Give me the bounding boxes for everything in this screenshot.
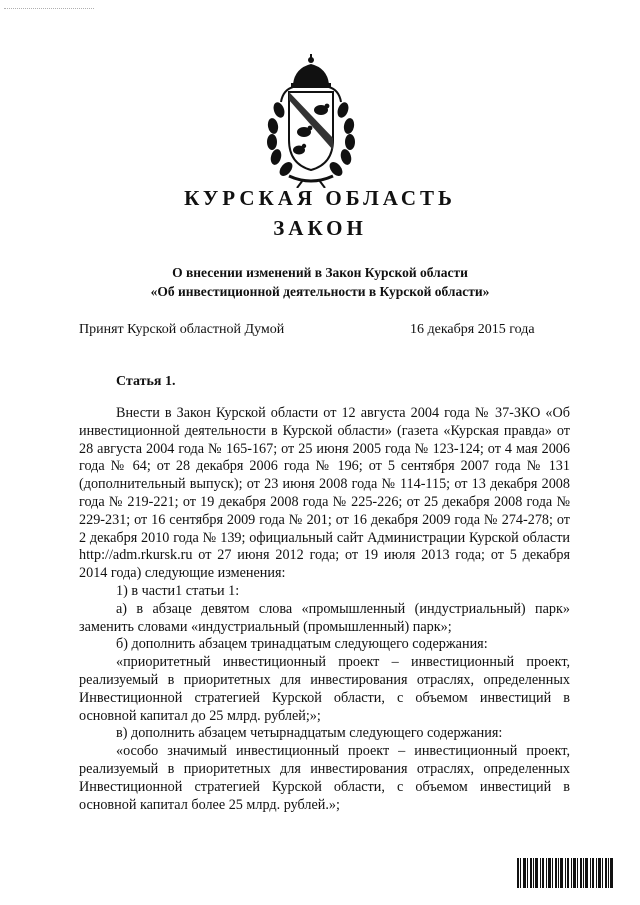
article-paragraph: в) дополнить абзацем четырнадцатым следующего содержания:: [116, 725, 503, 742]
adopted-by: Принят Курской областной Думой: [79, 322, 285, 337]
law-title-line: «Об инвестиционной деятельности в Курской области»: [150, 284, 490, 299]
article-paragraph: «особо значимый инвестиционный проект – инвестиционный проект, реализуемый в приоритетных для инвестирования отраслях, определенных Инвестиционной стратегией Курской области, с объемом инвестиций в основной капитал более 25 млрд. рублей.»;: [79, 743, 570, 813]
scan-artifact-dots: [4, 8, 94, 11]
adoption-date: 16 декабря 2015 года: [410, 322, 535, 337]
barcode-icon: [517, 858, 613, 888]
article-heading: Статья 1.: [116, 374, 176, 389]
article-paragraph: 1) в части1 статьи 1:: [116, 582, 240, 599]
article-paragraph: Внести в Закон Курской области от 12 августа 2004 года № 37-ЗКО «Об инвестиционной деятельности в Курской области» (газета «Курская правда» от 28 августа 2004 года № 165-167; от 25 июня 2005 года № 123-124; от 4 мая 2006 года № 64; от 28 декабря 2006 года № 196; от 5 сентября 2007 года № 131 (дополнительный выпуск); от 23 июня 2008 года № 114-115; от 13 декабря 2008 года № 219-221; от 19 декабря 2008 года № 225-226; от 25 декабря 2008 года № 229-231; от 16 сентября 2009 года № 201; от 16 декабря 2009 года № 274-278; от 2 декабря 2010 года № 139; официальный сайт Администрации Курской области http://adm.rkursk.ru от 27 июня 2012 года; от 19 июля 2013 года; от 5 декабря 2014 года) следующие изменения:: [79, 405, 570, 582]
kursk-coat-of-arms-icon: [259, 54, 363, 188]
law-title: [0, 263, 640, 301]
document-type-heading: ЗАКОН: [273, 216, 367, 240]
law-title-line: О внесении изменений в Закон Курской области: [172, 265, 468, 280]
article-paragraph: б) дополнить абзацем тринадцатым следующего содержания:: [116, 636, 488, 653]
region-heading: КУРСКАЯ ОБЛАСТЬ: [184, 186, 456, 210]
article-paragraph: «приоритетный инвестиционный проект – инвестиционный проект, реализуемый в приоритетных для инвестирования отраслях, определенных Инвестиционной стратегией Курской области, с объемом инвестиций в основной капитал до 25 млрд. рублей;»;: [79, 654, 570, 724]
article-body: [79, 405, 570, 814]
article-paragraph: а) в абзаце девятом слова «промышленный (индустриальный) парк» заменить словами «индустриальный (промышленный) парк»;: [79, 600, 570, 635]
